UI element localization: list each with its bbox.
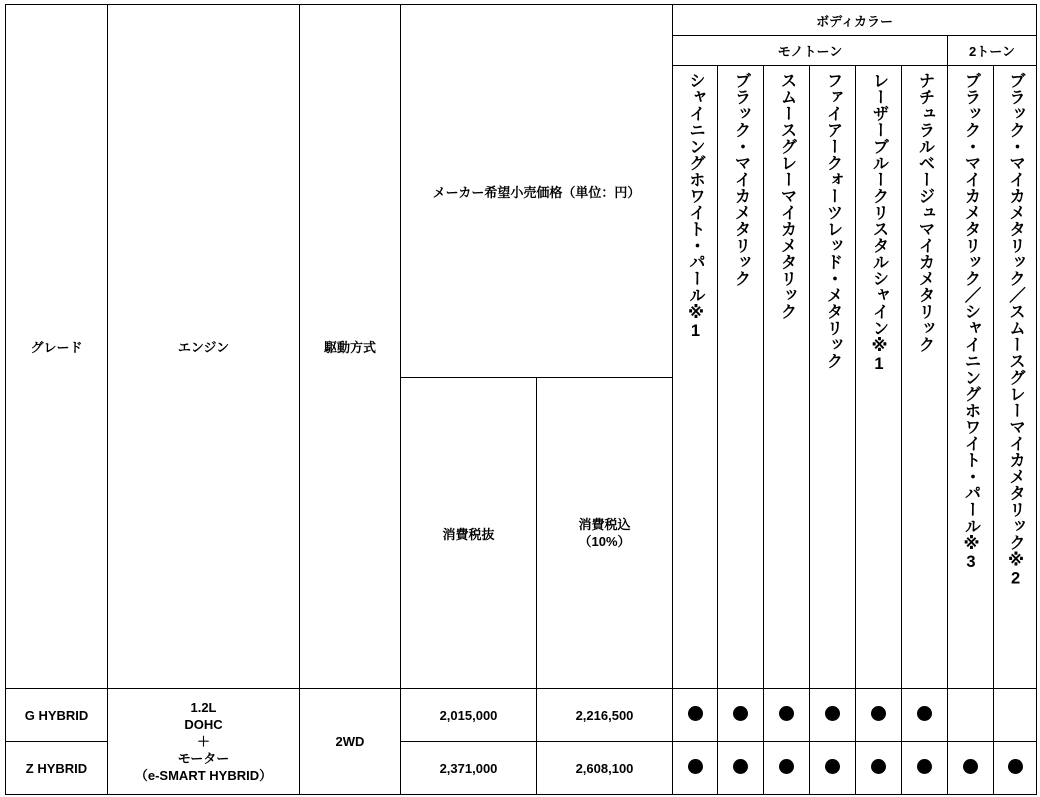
color-header-2: ブラック・マイカメタリック	[718, 66, 764, 689]
color-header-1: シャイニングホワイト・パール※1	[673, 66, 718, 689]
availability-cell	[902, 689, 948, 742]
grade-cell: Z HYBRID	[6, 742, 108, 795]
color-header-8: ブラック・マイカメタリック／スムースグレーマイカメタリック※2	[994, 66, 1037, 689]
availability-cell	[764, 742, 810, 795]
grade-header: グレード	[6, 5, 108, 689]
drive-header: 駆動方式	[300, 5, 401, 689]
available-dot-icon	[688, 759, 703, 774]
availability-cell	[856, 742, 902, 795]
available-dot-icon	[733, 759, 748, 774]
color-header-4: ファイアークォーツレッド・メタリック	[810, 66, 856, 689]
engine-header: エンジン	[108, 5, 300, 689]
engine-cell: 1.2L DOHC ＋ モーター （e-SMART HYBRID）	[108, 689, 300, 795]
price-header: メーカー希望小売価格（単位：円）	[401, 5, 673, 378]
availability-cell	[902, 742, 948, 795]
price-table	[5, 4, 1037, 795]
mono-tone-header: モノトーン	[673, 36, 948, 66]
available-dot-icon	[825, 706, 840, 721]
color-header-5: レーザーブルークリスタルシャイン※1	[856, 66, 902, 689]
drive-cell: 2WD	[300, 689, 401, 795]
color-header-6: ナチュラルベージュマイカメタリック	[902, 66, 948, 689]
price-excl-tax-header: 消費税抜	[401, 378, 537, 689]
available-dot-icon	[688, 706, 703, 721]
available-dot-icon	[917, 759, 932, 774]
two-tone-header: 2トーン	[948, 36, 1037, 66]
available-dot-icon	[779, 759, 794, 774]
availability-cell	[948, 689, 994, 742]
price-excl-cell: 2,371,000	[401, 742, 537, 795]
availability-cell	[673, 742, 718, 795]
availability-cell	[856, 689, 902, 742]
table-row	[6, 689, 1037, 742]
availability-cell	[764, 689, 810, 742]
availability-cell	[994, 689, 1037, 742]
price-incl-tax-header: 消費税込 （10%）	[537, 378, 673, 689]
price-incl-cell: 2,608,100	[537, 742, 673, 795]
color-header-3: スムースグレーマイカメタリック	[764, 66, 810, 689]
available-dot-icon	[825, 759, 840, 774]
availability-cell	[810, 742, 856, 795]
availability-cell	[673, 689, 718, 742]
available-dot-icon	[871, 759, 886, 774]
availability-cell	[948, 742, 994, 795]
body-color-header: ボディカラー	[673, 5, 1037, 36]
price-excl-cell: 2,015,000	[401, 689, 537, 742]
availability-cell	[810, 689, 856, 742]
availability-cell	[718, 689, 764, 742]
available-dot-icon	[779, 706, 794, 721]
availability-cell	[718, 742, 764, 795]
grade-cell: G HYBRID	[6, 689, 108, 742]
availability-cell	[994, 742, 1037, 795]
available-dot-icon	[917, 706, 932, 721]
available-dot-icon	[733, 706, 748, 721]
available-dot-icon	[1008, 759, 1023, 774]
available-dot-icon	[871, 706, 886, 721]
available-dot-icon	[963, 759, 978, 774]
price-incl-cell: 2,216,500	[537, 689, 673, 742]
color-header-7: ブラック・マイカメタリック／シャイニングホワイト・パール※3	[948, 66, 994, 689]
